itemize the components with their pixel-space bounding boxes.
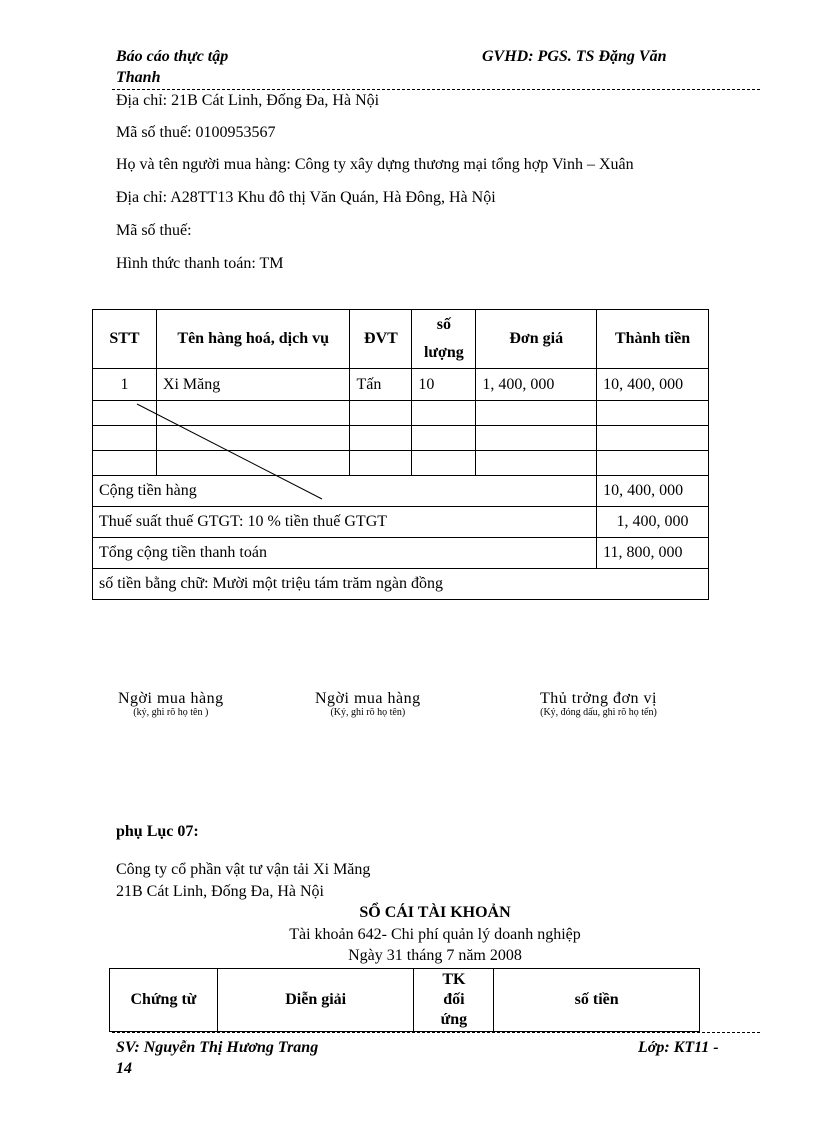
vat-value: 1, 400, 000	[597, 507, 709, 538]
row-unit: Tấn	[350, 369, 412, 401]
ledger-col-description: Diễn giải	[217, 969, 414, 1032]
header-report-title-cont: Thanh	[116, 69, 161, 86]
col-price: Đơn giá	[476, 310, 597, 369]
signature-buyer-2-title: Ngời mua hàng	[315, 690, 421, 707]
total-value: 11, 800, 000	[597, 538, 709, 569]
header-report-title: Báo cáo thực tập	[116, 48, 229, 65]
ledger-col-account-l2: đối	[443, 991, 465, 1008]
row-amount: 10, 400, 000	[597, 369, 709, 401]
footer-class: Lớp: KT11 -	[638, 1039, 719, 1056]
subtotal-value: 10, 400, 000	[597, 476, 709, 507]
col-stt: STT	[93, 310, 157, 369]
footer-student-cont: 14	[116, 1060, 132, 1077]
col-unit: ĐVT	[350, 310, 412, 369]
col-qty-line2: lượng	[423, 344, 464, 361]
row-price: 1, 400, 000	[476, 369, 597, 401]
row-qty: 10	[412, 369, 476, 401]
amount-in-words: số tiền bằng chữ: Mười một triệu tám trăm ngàn đồng	[93, 569, 709, 600]
ledger-col-voucher: Chứng từ	[110, 969, 218, 1032]
footer-divider	[112, 1032, 760, 1033]
row-stt: 1	[93, 369, 157, 401]
signature-head-sub: (Ký, đóng dấu, ghi rõ họ tển)	[540, 707, 657, 718]
total-label: Tổng cộng tiền thanh toán	[93, 538, 597, 569]
signature-buyer-1-title: Ngời mua hàng	[118, 690, 224, 707]
row-name: Xi Măng	[156, 369, 350, 401]
appendix-label: phụ Lục 07:	[116, 823, 199, 840]
col-amount: Thành tiền	[597, 310, 709, 369]
ledger-title: SỔ CÁI TÀI KHOẢN	[359, 904, 511, 921]
buyer-name: Họ và tên người mua hàng: Công ty xây dựng thương mại tổng hợp Vinh – Xuân	[116, 156, 634, 173]
ledger-header-row	[110, 969, 700, 1032]
appendix-company: Công ty cổ phần vật tư vận tải Xi Măng	[116, 861, 371, 878]
signature-buyer-2	[315, 690, 421, 718]
header-advisor: GVHD: PGS. TS Đặng Văn	[482, 48, 667, 65]
col-qty-line1: số	[436, 316, 451, 333]
ledger-col-account-l1: TK	[442, 971, 466, 988]
ledger-account: Tài khoản 642- Chi phí quản lý doanh nghiệp	[289, 926, 581, 943]
ledger-col-account	[414, 969, 494, 1032]
subtotal-label: Cộng tiền hàng	[93, 476, 597, 507]
signature-head	[540, 690, 657, 718]
ledger-col-account-l3: ứng	[440, 1011, 468, 1028]
seller-address: Địa chỉ: 21B Cát Linh, Đống Đa, Hà Nội	[116, 92, 380, 109]
signature-head-title: Thủ trởng đơn vị	[540, 690, 657, 707]
signature-buyer-1	[118, 690, 224, 718]
col-name: Tên hàng hoá, dịch vụ	[156, 310, 350, 369]
buyer-tax-code: Mã số thuế:	[116, 222, 192, 239]
ledger-col-amount: số tiền	[494, 969, 700, 1032]
seller-tax-code: Mã số thuế: 0100953567	[116, 124, 276, 141]
signature-buyer-1-sub: (ký, ghi rõ họ tên )	[133, 707, 209, 718]
signature-buyer-2-sub: (Ký, ghi rõ họ tên)	[330, 707, 406, 718]
ledger-date: Ngày 31 tháng 7 năm 2008	[348, 947, 522, 964]
vat-label: Thuế suất thuế GTGT: 10 % tiền thuế GTGT	[93, 507, 597, 538]
buyer-address: Địa chỉ: A28TT13 Khu đô thị Văn Quán, Hà Đông, Hà Nội	[116, 189, 496, 206]
appendix-address: 21B Cát Linh, Đống Đa, Hà Nội	[116, 883, 324, 900]
footer-student: SV: Nguyễn Thị Hương Trang	[116, 1039, 319, 1056]
ledger-table	[109, 968, 700, 1032]
payment-method: Hình thức thanh toán: TM	[116, 255, 284, 272]
